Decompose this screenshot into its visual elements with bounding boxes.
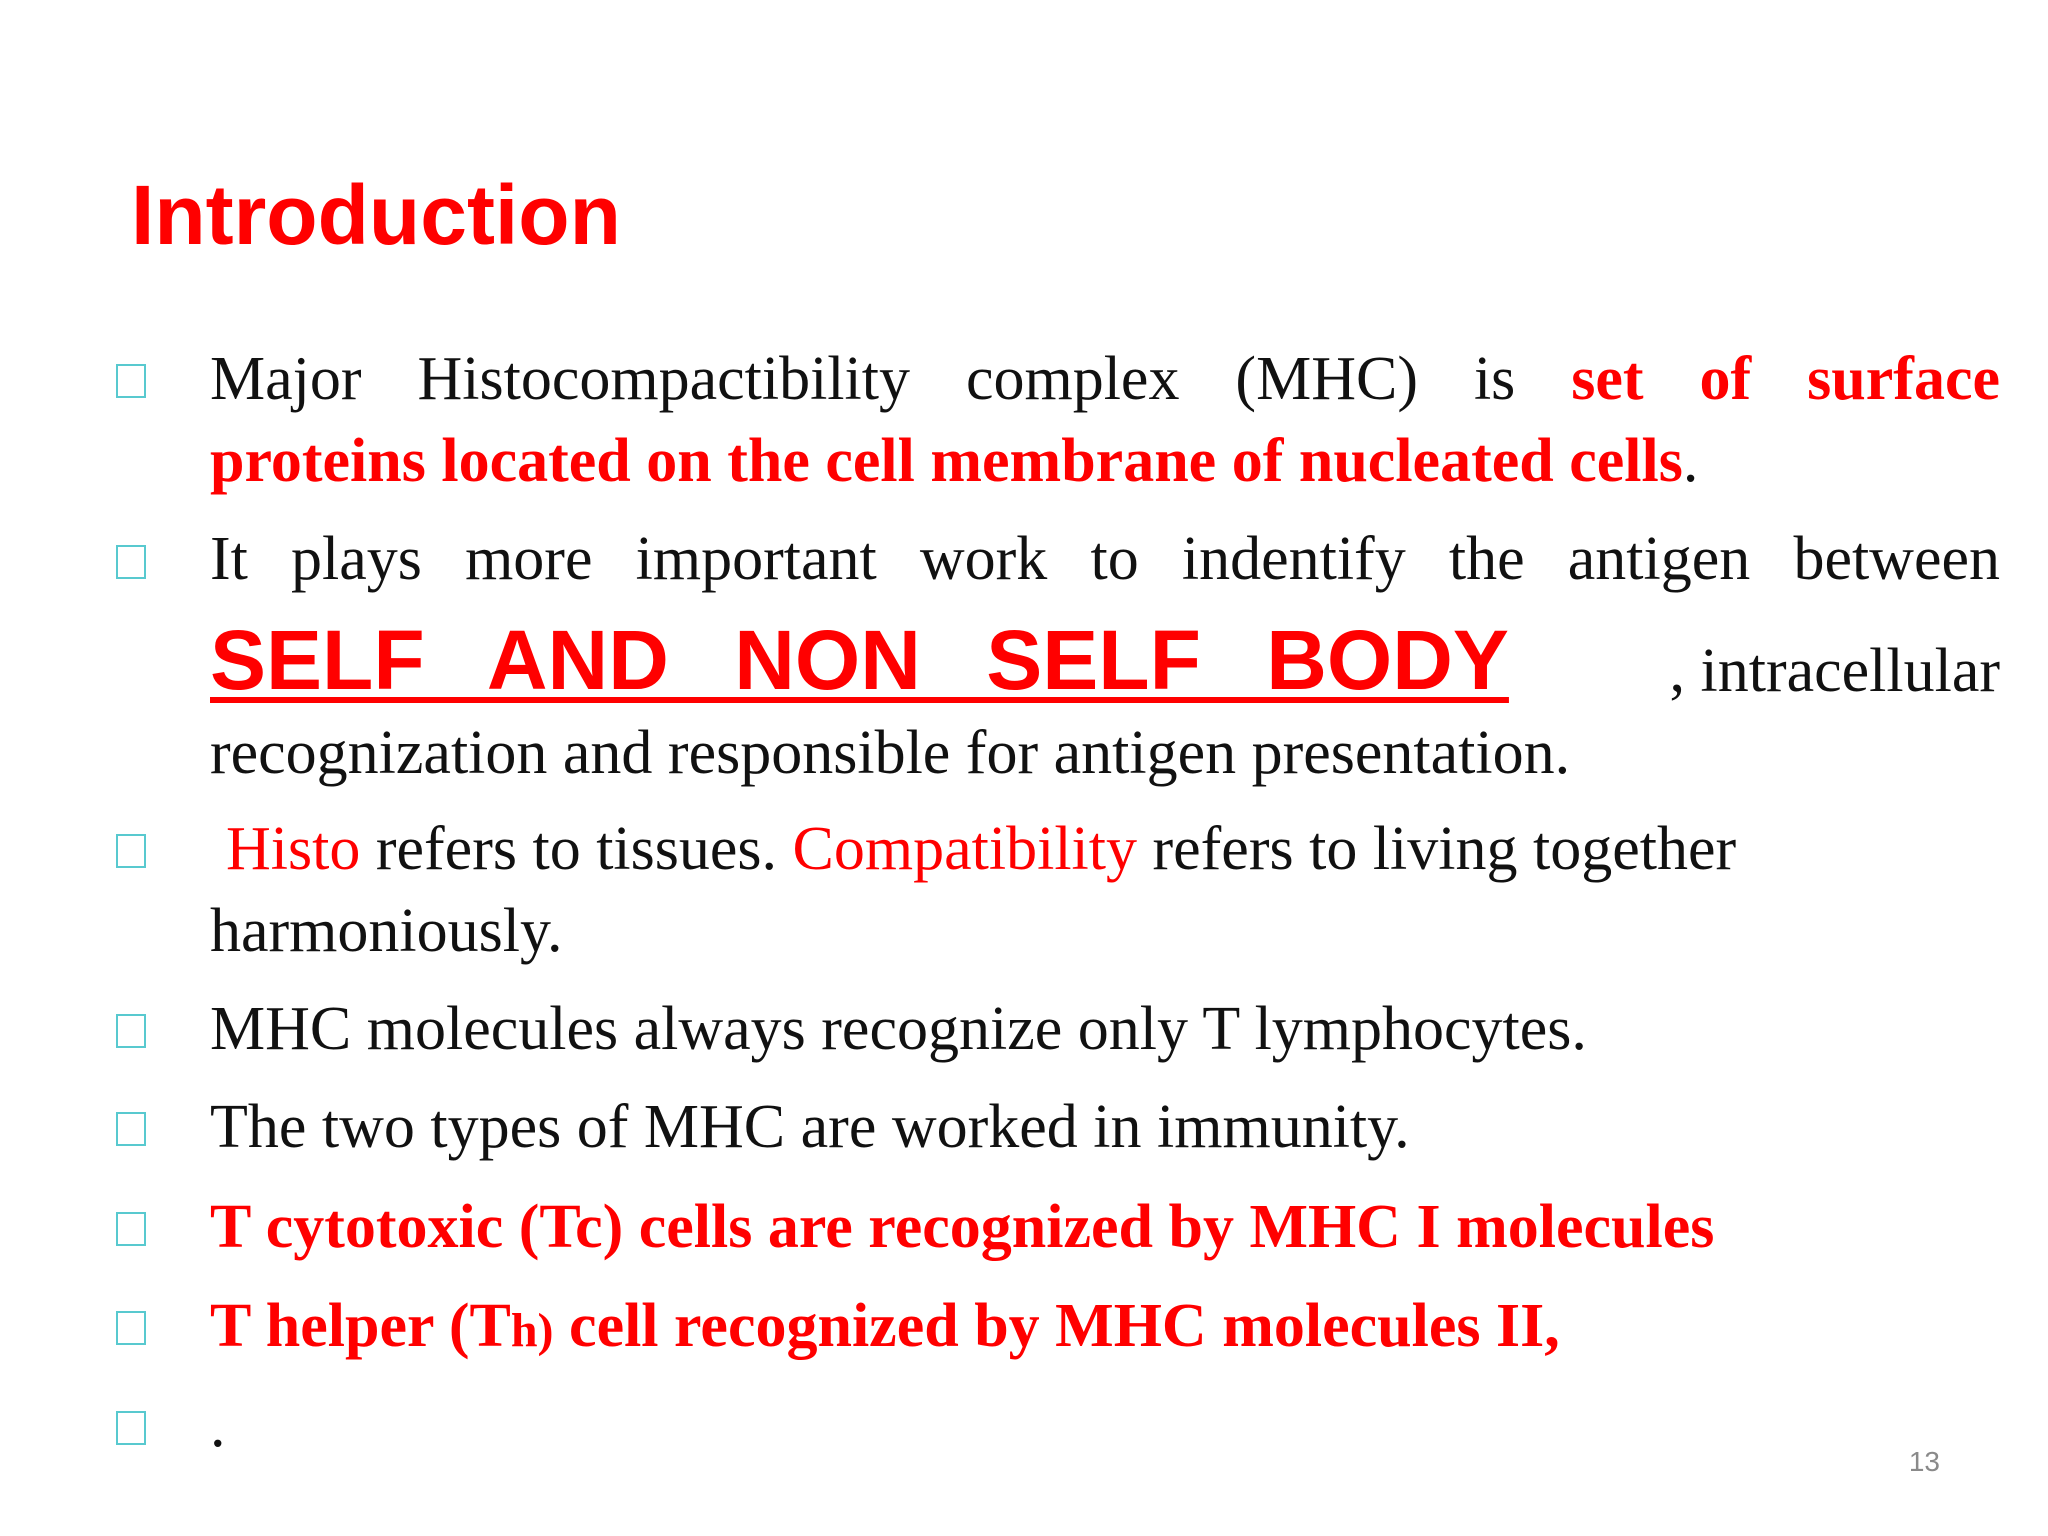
bullet-1-period: . bbox=[1682, 427, 1699, 495]
checkbox-square-icon bbox=[116, 834, 146, 868]
checkbox-square-icon bbox=[116, 1112, 146, 1146]
page-number: 13 bbox=[1908, 1446, 1940, 1477]
bullet-1-highlight: set of surface bbox=[1571, 345, 2000, 413]
checkbox-square-icon bbox=[116, 545, 146, 579]
bullet-3-text-1: refers to tissues. bbox=[360, 815, 793, 883]
bullet-8: . bbox=[210, 1392, 226, 1460]
compatibility-term: Compatibility bbox=[792, 815, 1137, 883]
bullet-6: T cytotoxic (Tc) cells are recognized by MHC I molecules bbox=[210, 1193, 1715, 1261]
bullet-7 bbox=[210, 1291, 1560, 1366]
bullet-1-text: Major Histocompactibility complex (MHC) is bbox=[210, 345, 1572, 413]
checkbox-square-icon bbox=[116, 1311, 146, 1345]
histo-term: Histo bbox=[226, 815, 361, 883]
bullet-1-line-1 bbox=[210, 344, 2000, 414]
bullet-5: The two types of MHC are worked in immunity. bbox=[210, 1093, 1410, 1161]
bullet-2-intracellular: , intracellular bbox=[1669, 637, 2000, 705]
bullet-2-line-1: It plays more important work to indentify the antigen between bbox=[210, 525, 2000, 593]
bullet-1-line-2 bbox=[210, 426, 1698, 496]
bullet-7-part-1: T helper (T bbox=[210, 1292, 511, 1360]
bullet-4: MHC molecules always recognize only T lymphocytes. bbox=[210, 995, 1587, 1063]
checkbox-square-icon bbox=[116, 1014, 146, 1048]
checkbox-square-icon bbox=[116, 1212, 146, 1246]
bullet-1-highlight-cont: proteins located on the cell membrane of nucleated cells bbox=[210, 427, 1683, 495]
bullet-7-subscript: h) bbox=[510, 1304, 554, 1357]
bullet-3-line-2: harmoniously. bbox=[210, 897, 563, 965]
checkbox-square-icon bbox=[116, 1411, 146, 1445]
slide-title: Introduction bbox=[131, 168, 621, 262]
bullet-2-line-2 bbox=[210, 610, 2000, 710]
checkbox-square-icon bbox=[116, 364, 146, 398]
bullet-7-part-2: cell recognized by MHC molecules II, bbox=[553, 1292, 1560, 1360]
bullet-3-text-2: refers to living together bbox=[1137, 815, 1737, 883]
self-non-self-body-emphasis: SELF AND NON SELF BODY bbox=[210, 613, 1509, 707]
bullet-3-line-1 bbox=[226, 814, 1736, 884]
bullet-2-line-3: recognization and responsible for antigen presentation. bbox=[210, 719, 1571, 787]
